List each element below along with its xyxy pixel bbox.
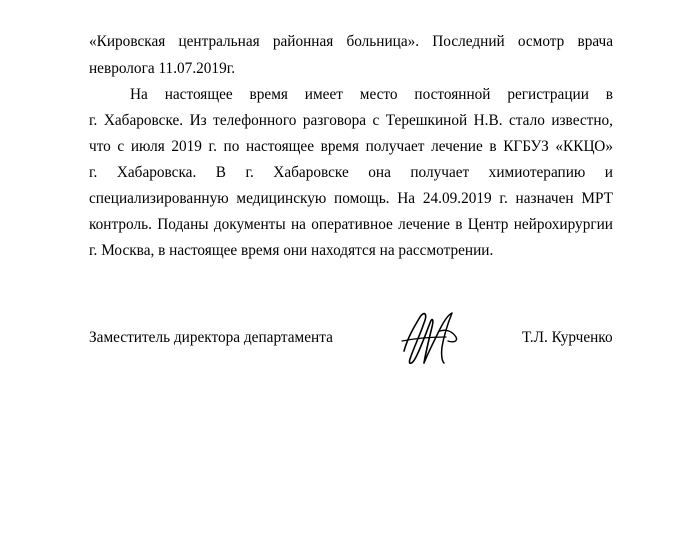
signer-position-title: Заместитель директора департамента [89,329,333,346]
paragraph2-line6: контроль. Поданы документы на оперативное лечение в Центр нейрохирургии [89,216,613,233]
paragraph2-line2: г. Хабаровске. Из телефонного разговора с Терешкиной Н.В. стало известно, [89,112,613,129]
paragraph2-line5: специализированную медицинскую помощь. На 24.09.2019 г. назначен МРТ [89,190,613,207]
paragraph1-line2: невролога 11.07.2019г. [89,60,236,77]
paragraph2-line1: На настоящее время имеет место постоянной регистрации в [130,86,613,103]
paragraph1-line1: «Кировская центральная районная больница». Последний осмотр врача [89,33,613,50]
paragraph2-line4: г. Хабаровска. В г. Хабаровске она получает химиотерапию и [89,164,613,181]
paragraph2-line7: г. Москва, в настоящее время они находятся на рассмотрении. [89,242,494,259]
paragraph2-line3: что с июля 2019 г. по настоящее время получает лечение в КГБУЗ «ККЦО» [89,138,613,155]
signer-name: Т.Л. Курченко [522,329,613,346]
handwritten-signature [398,307,468,369]
